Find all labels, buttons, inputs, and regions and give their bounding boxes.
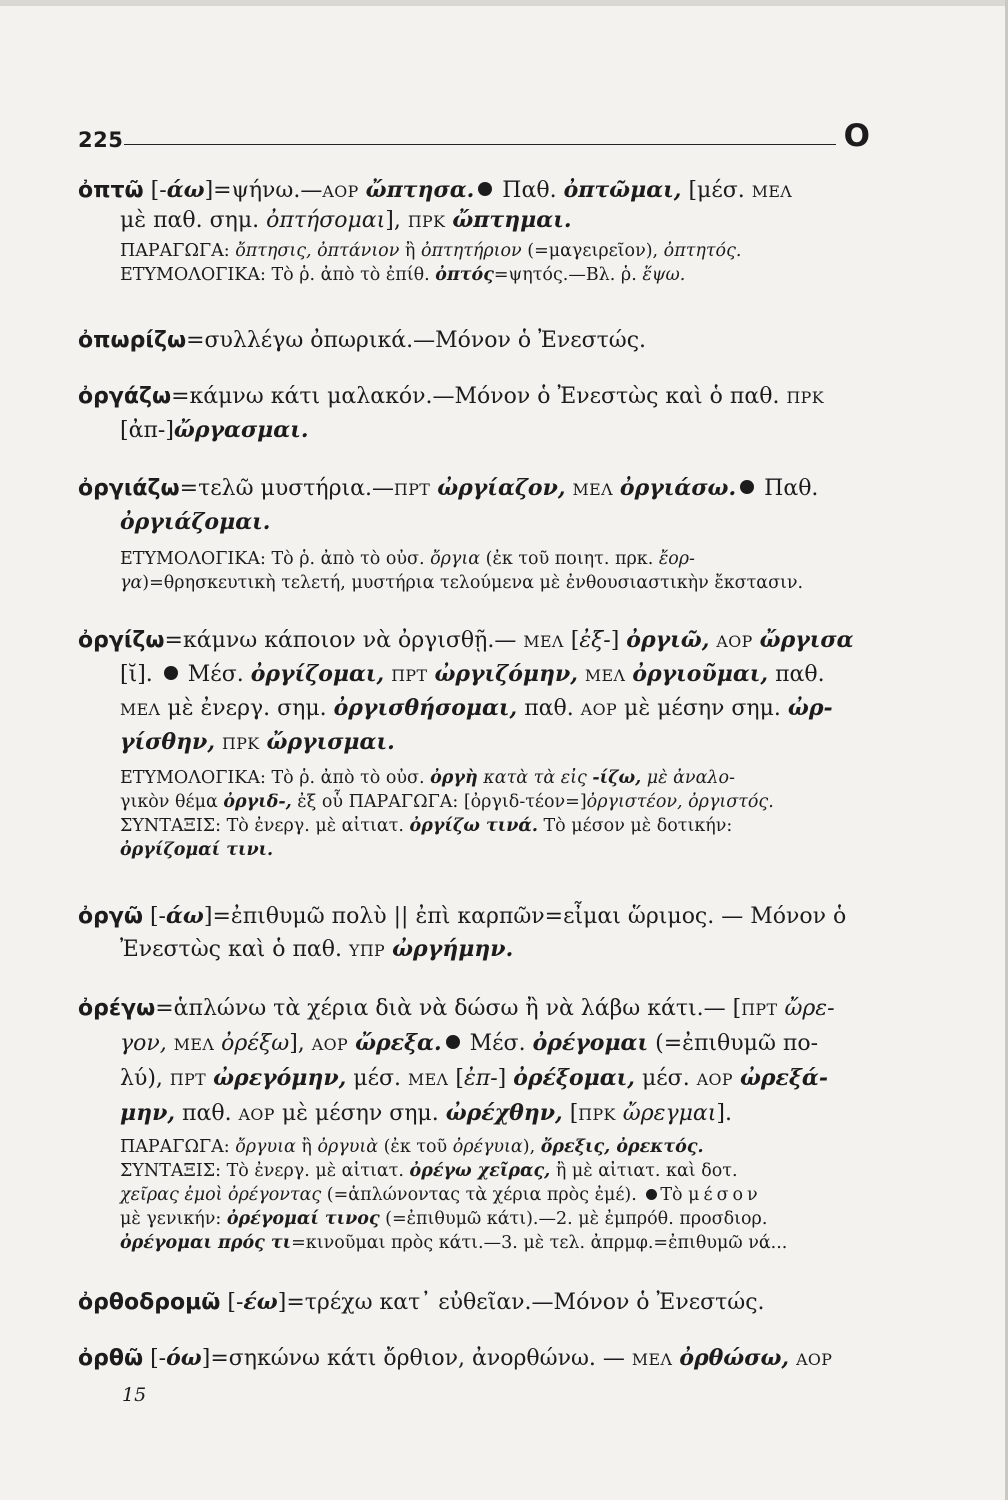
headword: ὀργάζω — [78, 384, 172, 409]
entry-line: μὲ παθ. σημ. ὀπτήσομαι], ΠΡΚ ὤπτημαι. — [120, 207, 572, 233]
etymology-line: γικὸν θέμα ὀργιδ-, ἐξ οὗ ΠΑΡΑΓΩΓΑ: [ὀργιδ-τέον=]ὀργιστέον, ὀργιστός. — [120, 792, 774, 812]
entry-line: γίσθην, ΠΡΚ ὤργισμαι. — [120, 729, 395, 755]
syntax-line: ΣΥΝΤΑΞΙΣ: Τὸ ἐνεργ. μὲ αἰτιατ. ὀρέγω χεῖρας, ἢ μὲ αἰτιατ. καὶ δοτ. — [120, 1161, 738, 1181]
etymology-line: γα)=θρησκευτικὴ τελετή, μυστήρια τελούμενα μὲ ἐνθουσιαστικὴν ἔκστασιν. — [120, 573, 804, 593]
entry-line: [ῐ]. Μέσ. ὀργίζομαι, ΠΡΤ ὠργιζόμην, ΜΕΛ ὀργιοῦμαι, παθ. — [120, 661, 825, 687]
entry-line: γον, ΜΕΛ ὀρέξω], ΑΟΡ ὤρεξα. Μέσ. ὀρέγομαι (=ἐπιθυμῶ πο- — [120, 1030, 819, 1056]
entry-line: Ἐνεστὼς καὶ ὁ παθ. ΥΠΡ ὠργήμην. — [120, 936, 514, 962]
bullet-icon — [740, 480, 754, 494]
entry-line: ὀργιάζω=τελῶ μυστήρια.—ΠΡΤ ὠργίαζον, ΜΕΛ ὀργιάσω. Παθ. — [78, 475, 819, 501]
entry-orgazo — [78, 382, 878, 445]
headword: ὀπωρίζω — [78, 328, 187, 353]
entry-line: μην, παθ. ΑΟΡ μὲ μέσην σημ. ὠρέχθην, [ΠΡΚ ὤρεγμαι]. — [120, 1100, 732, 1126]
entry-line: ὀπωρίζω=συλλέγω ὀπωρικά.—Μόνον ὁ Ἐνεστώς. — [78, 328, 647, 353]
etymology-line: ΕΤΥΜΟΛΟΓΙΚΑ: Τὸ ῥ. ἀπὸ τὸ οὐσ. ὄργια (ἐκ τοῦ ποιητ. πρκ. ἔορ- — [120, 549, 695, 569]
entry-orgiazo — [78, 474, 878, 595]
entry-line: ὀρθῶ [-όω]=σηκώνω κάτι ὄρθιον, ἀνορθώνω. — ΜΕΛ ὀρθώσω, ΑΟΡ — [78, 1345, 833, 1371]
bullet-icon — [478, 182, 492, 196]
syntax-line: ὀργίζομαί τινι. — [120, 840, 274, 860]
entry-oporizo — [78, 326, 878, 355]
entry-ortho — [78, 1344, 878, 1374]
headword: ὀργιάζω — [78, 476, 180, 501]
bullet-icon — [164, 666, 178, 680]
entry-orego — [78, 994, 878, 1255]
entry-line: ὀργάζω=κάμνω κάτι μαλακόν.—Μόνον ὁ Ἐνεστὼς καὶ ὁ παθ. ΠΡΚ — [78, 384, 824, 409]
derivatives-line: ΠΑΡΑΓΩΓΑ: ὄργυια ἢ ὀργυιὰ (ἐκ τοῦ ὀρέγυια), ὄρεξις, ὀρεκτός. — [120, 1137, 704, 1157]
entry-orthodromo — [78, 1288, 878, 1317]
page-top-edge — [0, 0, 1008, 6]
entry-line: ὀργίζω=κάμνω κάποιον νὰ ὀργισθῇ.— ΜΕΛ [ἐξ-] ὀργιῶ, ΑΟΡ ὤργισα — [78, 627, 854, 653]
entry-line: ΜΕΛ μὲ ἐνεργ. σημ. ὀργισθήσομαι, παθ. ΑΟΡ μὲ μέσην σημ. ὠρ- — [120, 695, 833, 721]
entry-opto — [78, 176, 878, 287]
entry-line: ὀργιάζομαι. — [120, 509, 271, 535]
page-number: 225 — [78, 128, 124, 152]
entry-orgizo — [78, 626, 878, 862]
entry-orgo — [78, 902, 878, 965]
entry-line: ὀρθοδρομῶ [-έω]=τρέχω κατ᾿ εὐθεῖαν.—Μόνον ὁ Ἐνεστώς. — [78, 1289, 765, 1315]
syntax-line: χεῖρας ἐμοὶ ὀρέγοντας (=ἁπλώνοντας τὰ χέρια πρὸς ἐμέ). Τὸ μέσον — [120, 1185, 762, 1205]
signature-mark: 15 — [122, 1384, 147, 1406]
syntax-line: ὀρέγομαι πρός τι=κινοῦμαι πρὸς κάτι.—3. μὲ τελ. ἀπρμφ.=ἐπιθυμῶ νά... — [120, 1233, 788, 1253]
entry-line: ὀπτῶ [-άω]=ψήνω.—ΑΟΡ ὤπτησα. Παθ. ὀπτῶμαι, [μέσ. ΜΕΛ — [78, 177, 793, 203]
syntax-line: μὲ γενικήν: ὀρέγομαί τινος (=ἐπιθυμῶ κάτι).—2. μὲ ἐμπρόθ. προσδιορ. — [120, 1209, 768, 1229]
entry-line: λύ), ΠΡΤ ὠρεγόμην, μέσ. ΜΕΛ [ἐπ-] ὀρέξομαι, μέσ. ΑΟΡ ὠρεξά- — [120, 1065, 828, 1091]
entry-line: ὀργῶ [-άω]=ἐπιθυμῶ πολὺ || ἐπὶ καρπῶν=εἶμαι ὥριμος. — Μόνον ὁ — [78, 903, 847, 929]
headword: ὀργίζω — [78, 628, 165, 653]
bullet-icon — [446, 1035, 460, 1049]
etymology-line: ΕΤΥΜΟΛΟΓΙΚΑ: Τὸ ῥ. ἀπὸ τὸ ἐπίθ. ὀπτός=ψητός.—Βλ. ῥ. ἕψω. — [120, 265, 686, 285]
section-letter: Ο — [843, 118, 870, 154]
bullet-icon — [646, 1189, 657, 1200]
derivatives-line: ΠΑΡΑΓΩΓΑ: ὄπτησις, ὀπτάνιον ἢ ὀπτητήριον (=μαγειρεῖον), ὀπτητός. — [120, 241, 742, 261]
headword: ὀρθῶ — [78, 1346, 144, 1371]
entry-line: [ἀπ-]ὤργασμαι. — [120, 417, 309, 443]
headword: ὀρθοδρομῶ — [78, 1290, 221, 1315]
entry-line: ὀρέγω=ἁπλώνω τὰ χέρια διὰ νὰ δώσω ἢ νὰ λάβω κάτι.— [ΠΡΤ ὤρε- — [78, 996, 835, 1021]
headword: ὀργῶ — [78, 904, 143, 929]
page-header — [78, 118, 870, 160]
headword: ὀρέγω — [78, 996, 156, 1021]
header-rule — [124, 144, 836, 145]
etymology-line: ΕΤΥΜΟΛΟΓΙΚΑ: Τὸ ῥ. ἀπὸ τὸ οὐσ. ὀργὴ κατὰ τὰ εἰς -ίζω, μὲ ἀναλο- — [120, 768, 735, 788]
syntax-line: ΣΥΝΤΑΞΙΣ: Τὸ ἐνεργ. μὲ αἰτιατ. ὀργίζω τινά. Τὸ μέσον μὲ δοτικήν: — [120, 816, 733, 836]
headword: ὀπτῶ — [78, 178, 144, 203]
